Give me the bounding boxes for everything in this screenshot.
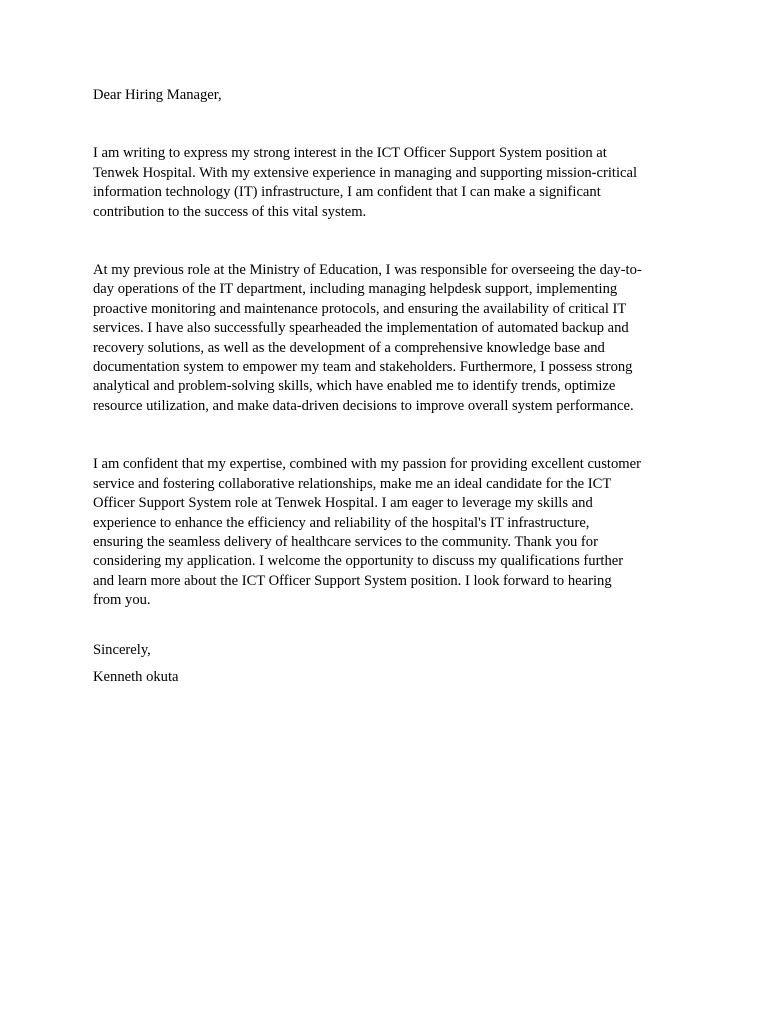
salutation-text: Dear Hiring Manager,: [93, 87, 222, 103]
closing: [93, 641, 683, 660]
paragraph-line: Tenwek Hospital. With my extensive experience in managing and supporting mission-critical: [93, 164, 638, 181]
closing-text: Sincerely,: [93, 641, 151, 658]
paragraph-3: [93, 455, 683, 610]
paragraph-line: information technology (IT) infrastructure, I am confident that I can make a significant: [93, 184, 601, 201]
salutation: [93, 86, 683, 105]
paragraph-line: services. I have also successfully spearheaded the implementation of automated backup and: [93, 320, 629, 337]
paragraph-line: considering my application. I welcome the opportunity to discuss my qualifications further: [93, 553, 624, 570]
paragraph-line: At my previous role at the Ministry of Education, I was responsible for overseeing the day-to-: [93, 262, 642, 279]
paragraph-line: I am confident that my expertise, combined with my passion for providing excellent customer: [93, 456, 641, 473]
paragraph-line: resource utilization, and make data-driven decisions to improve overall system performance.: [93, 397, 634, 414]
paragraph-line: experience to enhance the efficiency and reliability of the hospital's IT infrastructure,: [93, 514, 590, 531]
paragraph-line: I am writing to express my strong interest in the ICT Officer Support System position at: [93, 145, 607, 162]
paragraph-line: recovery solutions, as well as the development of a comprehensive knowledge base and: [93, 339, 605, 356]
paragraph-line: and learn more about the ICT Officer Support System position. I look forward to hearing: [93, 572, 612, 589]
paragraph-1: [93, 144, 683, 222]
paragraph-line: analytical and problem-solving skills, which have enabled me to identify trends, optimize: [93, 378, 616, 395]
paragraph-2: [93, 261, 683, 416]
paragraph-line: Officer Support System role at Tenwek Hospital. I am eager to leverage my skills and: [93, 495, 593, 512]
signature-name: Kenneth okuta: [93, 668, 179, 685]
paragraph-line: from you.: [93, 592, 151, 609]
paragraph-line: service and fostering collaborative relationships, make me an ideal candidate for the ICT: [93, 475, 612, 492]
cover-letter: [93, 86, 683, 687]
paragraph-line: ensuring the seamless delivery of healthcare services to the community. Thank you for: [93, 533, 598, 550]
paragraph-line: day operations of the IT department, including managing helpdesk support, implementing: [93, 281, 618, 298]
signature: [93, 668, 683, 687]
paragraph-line: documentation system to empower my team and stakeholders. Furthermore, I possess strong: [93, 359, 633, 376]
paragraph-line: contribution to the success of this vital system.: [93, 203, 367, 220]
paragraph-line: proactive monitoring and maintenance protocols, and ensuring the availability of critical IT: [93, 300, 627, 317]
